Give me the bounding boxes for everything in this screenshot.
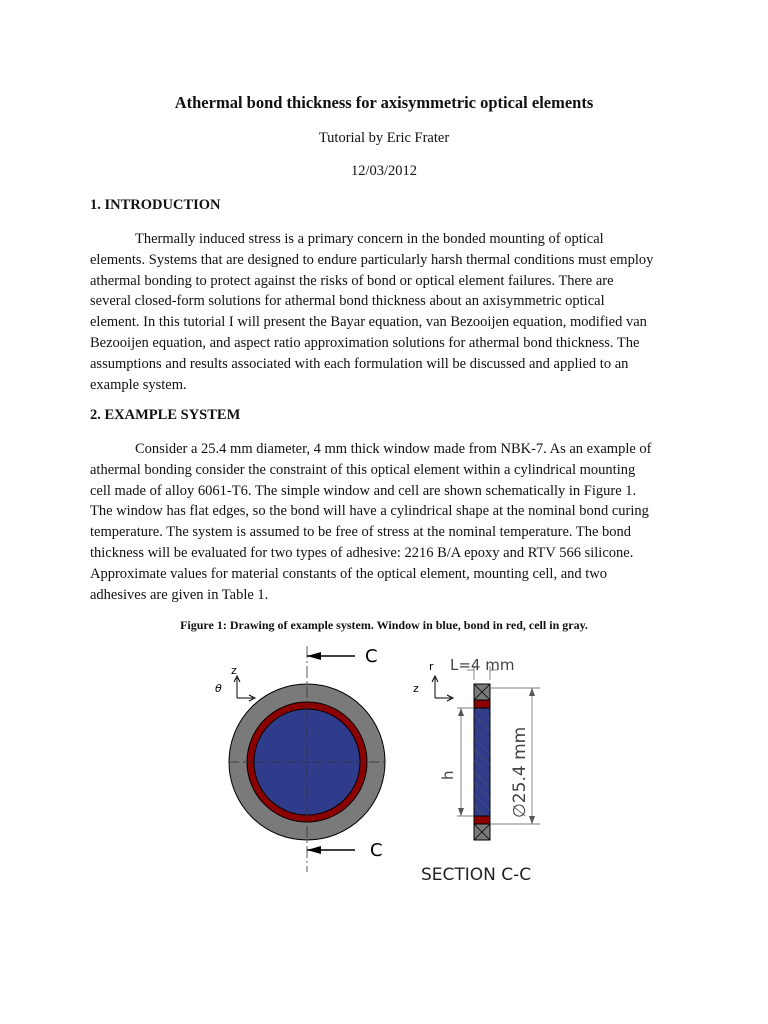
section-marker-bottom — [307, 840, 383, 861]
section-marker-top-label: C — [365, 646, 378, 667]
diameter-label: ∅25.4 mm — [510, 726, 530, 818]
paragraph-line: Approximate values for material constants of the optical element, mounting cell, and two — [90, 565, 608, 582]
section-axis-r-label: r — [429, 660, 434, 673]
paragraph-line: several closed-form solutions for athermal bond thickness about an axisymmetric optical — [90, 293, 605, 310]
thickness-dimension — [450, 656, 514, 680]
section-marker-top — [307, 646, 378, 667]
paper-title: Athermal bond thickness for axisymmetric optical elements — [174, 93, 594, 112]
thickness-label: L=4 mm — [450, 656, 515, 674]
paragraph-introduction — [90, 229, 680, 395]
diameter-dimension — [490, 688, 540, 824]
paragraph-line: assumptions and results associated with each formulation will be discussed and applied to an — [90, 355, 629, 372]
front-view — [215, 646, 385, 872]
paragraph-line: Consider a 25.4 mm diameter, 4 mm thick window made from NBK-7. As an example of — [135, 441, 652, 457]
section-bond-bottom — [474, 816, 490, 824]
section-axis-glyph — [413, 660, 453, 701]
section-bond-top — [474, 700, 490, 708]
height-label: h — [439, 770, 457, 780]
front-axis-theta-label: θ — [215, 682, 222, 695]
front-axis-glyph — [215, 664, 255, 701]
paragraph-line: elements. Systems that are designed to endure particularly harsh thermal conditions must employ — [90, 251, 654, 268]
paper-date: 12/03/2012 — [350, 163, 418, 179]
section-heading-example-system: 2. EXAMPLE SYSTEM — [90, 407, 241, 423]
section-heading-introduction: 1. INTRODUCTION — [90, 197, 221, 213]
paragraph-line: Bezooijen equation, and aspect ratio approximation solutions for athermal bond thickness. The — [90, 334, 640, 351]
paragraph-line: example system. — [90, 376, 187, 393]
section-axis-z-label: z — [413, 682, 419, 695]
paragraph-example-system — [90, 439, 680, 605]
paragraph-line: The window has flat edges, so the bond will have a cylindrical shape at the nominal bond curing — [90, 503, 649, 520]
figure-drawing — [195, 640, 555, 890]
paragraph-line: athermal bonding consider the constraint of this optical element within a cylindrical mounting — [90, 461, 636, 478]
paragraph-line: temperature. The system is assumed to be free of stress at the nominal temperature. The bond — [90, 524, 632, 541]
section-title: SECTION C-C — [421, 865, 532, 885]
paragraph-line: thickness will be evaluated for two types of adhesive: 2216 B/A epoxy and RTV 566 silicone. — [90, 544, 634, 561]
section-view — [413, 656, 540, 885]
section-marker-bottom-label: C — [370, 840, 383, 861]
paragraph-line: adhesives are given in Table 1. — [90, 586, 269, 603]
paragraph-line: Thermally induced stress is a primary concern in the bonded mounting of optical — [135, 231, 604, 247]
paper-author: Tutorial by Eric Frater — [318, 130, 450, 146]
figure-caption: Figure 1: Drawing of example system. Window in blue, bond in red, cell in gray. — [180, 618, 588, 632]
front-axis-z-label: z — [231, 664, 237, 677]
height-dimension — [439, 708, 474, 816]
paragraph-line: cell made of alloy 6061-T6. The simple window and cell are shown schematically in Figure 1. — [90, 482, 637, 499]
paragraph-line: element. In this tutorial I will present the Bayar equation, van Bezooijen equation, modified van — [90, 314, 647, 331]
paragraph-line: athermal bonding to protect against the risks of bond or optical element failures. There are — [90, 272, 614, 289]
